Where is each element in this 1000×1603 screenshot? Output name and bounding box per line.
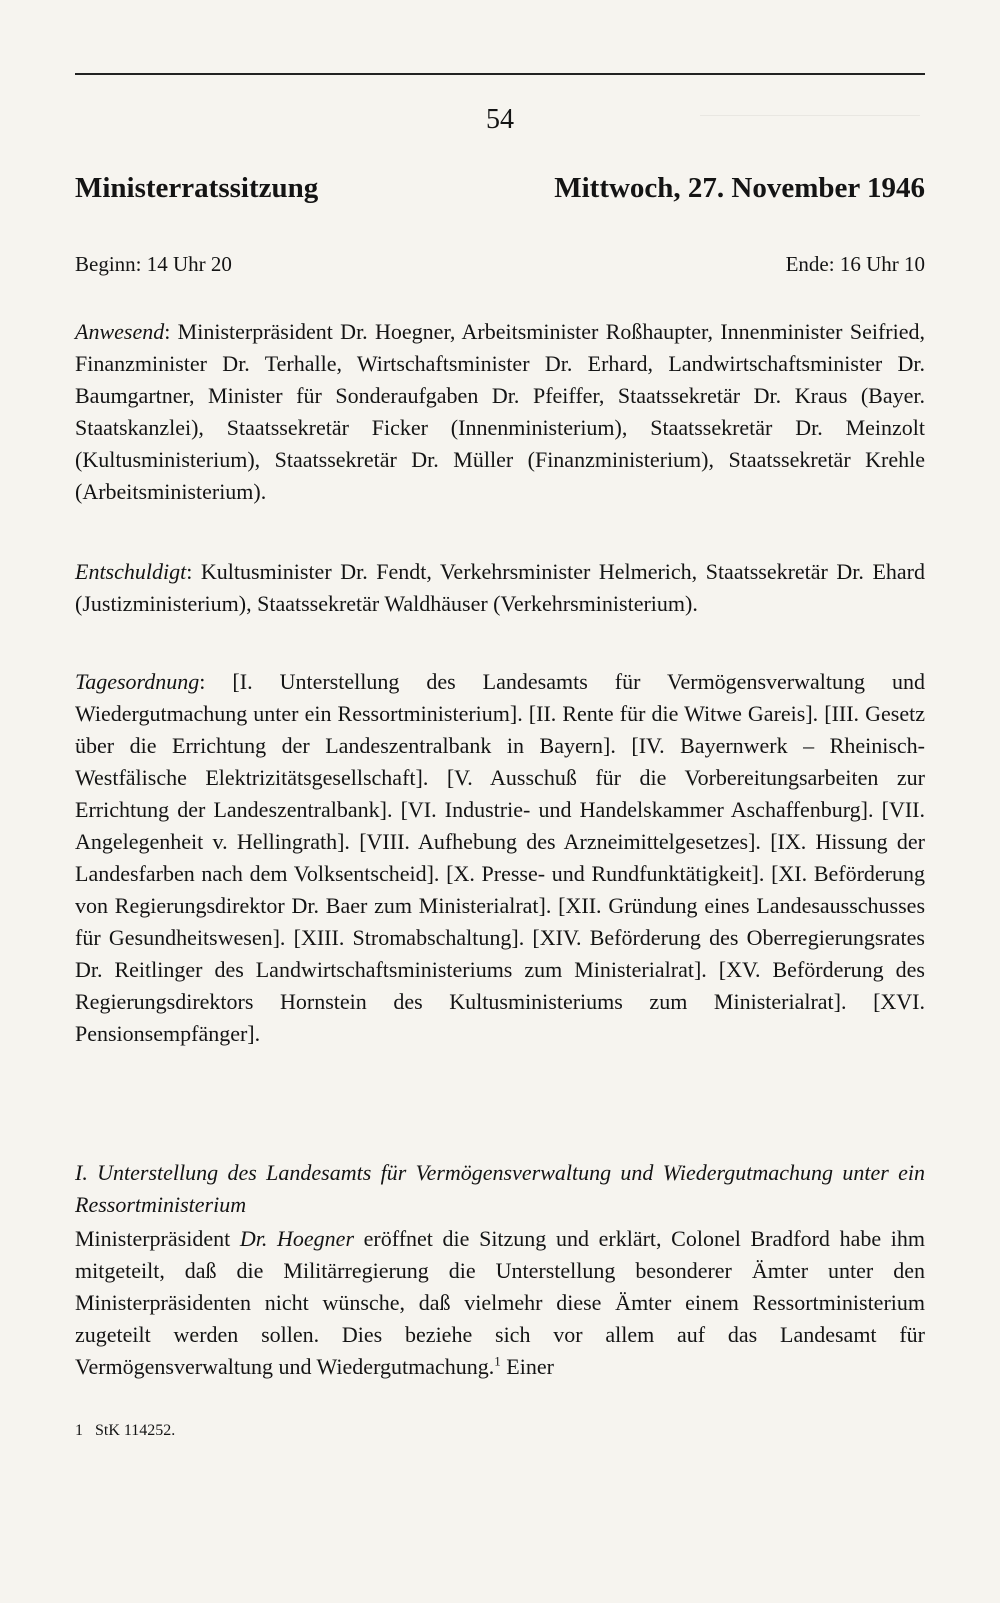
top-rule bbox=[75, 73, 925, 75]
attendees-text: : Ministerpräsident Dr. Hoegner, Arbeitsminister Roßhaupter, Innenminister Seifried, Finanzminister Dr. Terhalle, Wirtschaftsminister Dr. Erhard, Landwirtschaftsminister Dr. Baumgartner, Minister für Sonderaufgaben Dr. Pfeiffer, Staatssekretär Dr. Kraus (Bayer. Staatskanzlei), Staatssekretär Ficker (Innenministerium), Staatssekretär Dr. Meinzolt (Kultusministerium), Staatssekretär Dr. Müller (Finanzministerium), Staatssekretär Krehle (Arbeitsministerium). bbox=[75, 319, 925, 504]
footnote-reference[interactable]: 1 bbox=[494, 1353, 501, 1369]
excused-paragraph bbox=[75, 556, 925, 620]
begin-time: Beginn: 14 Uhr 20 bbox=[75, 252, 232, 276]
speaker-name: Dr. Hoegner bbox=[239, 1226, 355, 1251]
excused-text: : Kultusminister Dr. Fendt, Verkehrsminister Helmerich, Staatssekretär Dr. Ehard (Justizministerium), Staatssekretär Waldhäuser (Verkehrsministerium). bbox=[75, 559, 925, 616]
section-body-prefix: Ministerpräsident bbox=[75, 1226, 240, 1251]
attendees-label: Anwesend bbox=[75, 319, 165, 344]
page-number: 54 bbox=[486, 104, 514, 135]
section-body-tail: Einer bbox=[500, 1354, 554, 1379]
excused-label: Entschuldigt bbox=[75, 559, 187, 584]
agenda-text: : [I. Unterstellung des Landesamts für Vermögensverwaltung und Wiedergutmachung unter ein Ressortministerium]. [II. Rente für die Witwe Gareis]. [III. Gesetz über die Errichtung der Landeszentralbank in Bayern]. [IV. Bayernwerk – Rheinisch-Westfälische Elektrizitätsgesellschaft]. [V. Ausschuß für die Vorbereitungsarbeiten zur Errichtung der Landeszentralbank]. [VI. Industrie- und Handelskammer Aschaffenburg]. [VII. Angelegenheit v. Hellingrath]. [VIII. Aufhebung des Arzneimittelgesetzes]. [IX. Hissung der Landesfarben nach dem Volksentscheid]. [X. Presse- und Rundfunktätigkeit]. [XI. Beförderung von Regierungsdirektor Dr. Baer zum Ministerialrat]. [XII. Gründung eines Landesausschusses für Gesundheitswesen]. [XIII. Stromabschaltung]. [XIV. Beförderung des Oberregierungsrates Dr. Reitlinger des Landwirtschaftsministeriums zum Ministerialrat]. [XV. Beförderung des Regierungsdirektors Hornstein des Kultusministeriums zum Ministerialrat]. [XVI. Pensionsempfänger]. bbox=[75, 669, 925, 1046]
section-heading: I. Unterstellung des Landesamts für Vermögensverwaltung und Wiedergutmachung unter ein Ressortministerium bbox=[75, 1160, 925, 1217]
session-date: Mittwoch, 27. November 1946 bbox=[554, 172, 925, 204]
footnote-mark: 1 bbox=[75, 1422, 83, 1439]
agenda-paragraph bbox=[75, 666, 925, 1050]
end-time: Ende: 16 Uhr 10 bbox=[785, 252, 925, 276]
session-times bbox=[75, 252, 925, 277]
section-body bbox=[75, 1223, 925, 1383]
section-body-text: eröffnet die Sitzung und erklärt, Colonel Bradford habe ihm mitgeteilt, daß die Militärregierung die Unterstellung besonderer Ämter unter den Ministerpräsidenten nicht wünsche, daß vielmehr diese Ämter einem Ressortministerium zugeteilt werden sollen. Dies beziehe sich vor allem auf das Landesamt für Vermögensverwaltung und Wiedergutmachung. bbox=[75, 1226, 925, 1379]
session-title: Ministerratssitzung bbox=[75, 172, 319, 204]
footnote bbox=[75, 1422, 175, 1440]
footnote-text: StK 114252. bbox=[95, 1422, 176, 1439]
session-header bbox=[75, 172, 925, 205]
agenda-label: Tagesordnung bbox=[75, 669, 200, 694]
attendees-paragraph bbox=[75, 316, 925, 508]
